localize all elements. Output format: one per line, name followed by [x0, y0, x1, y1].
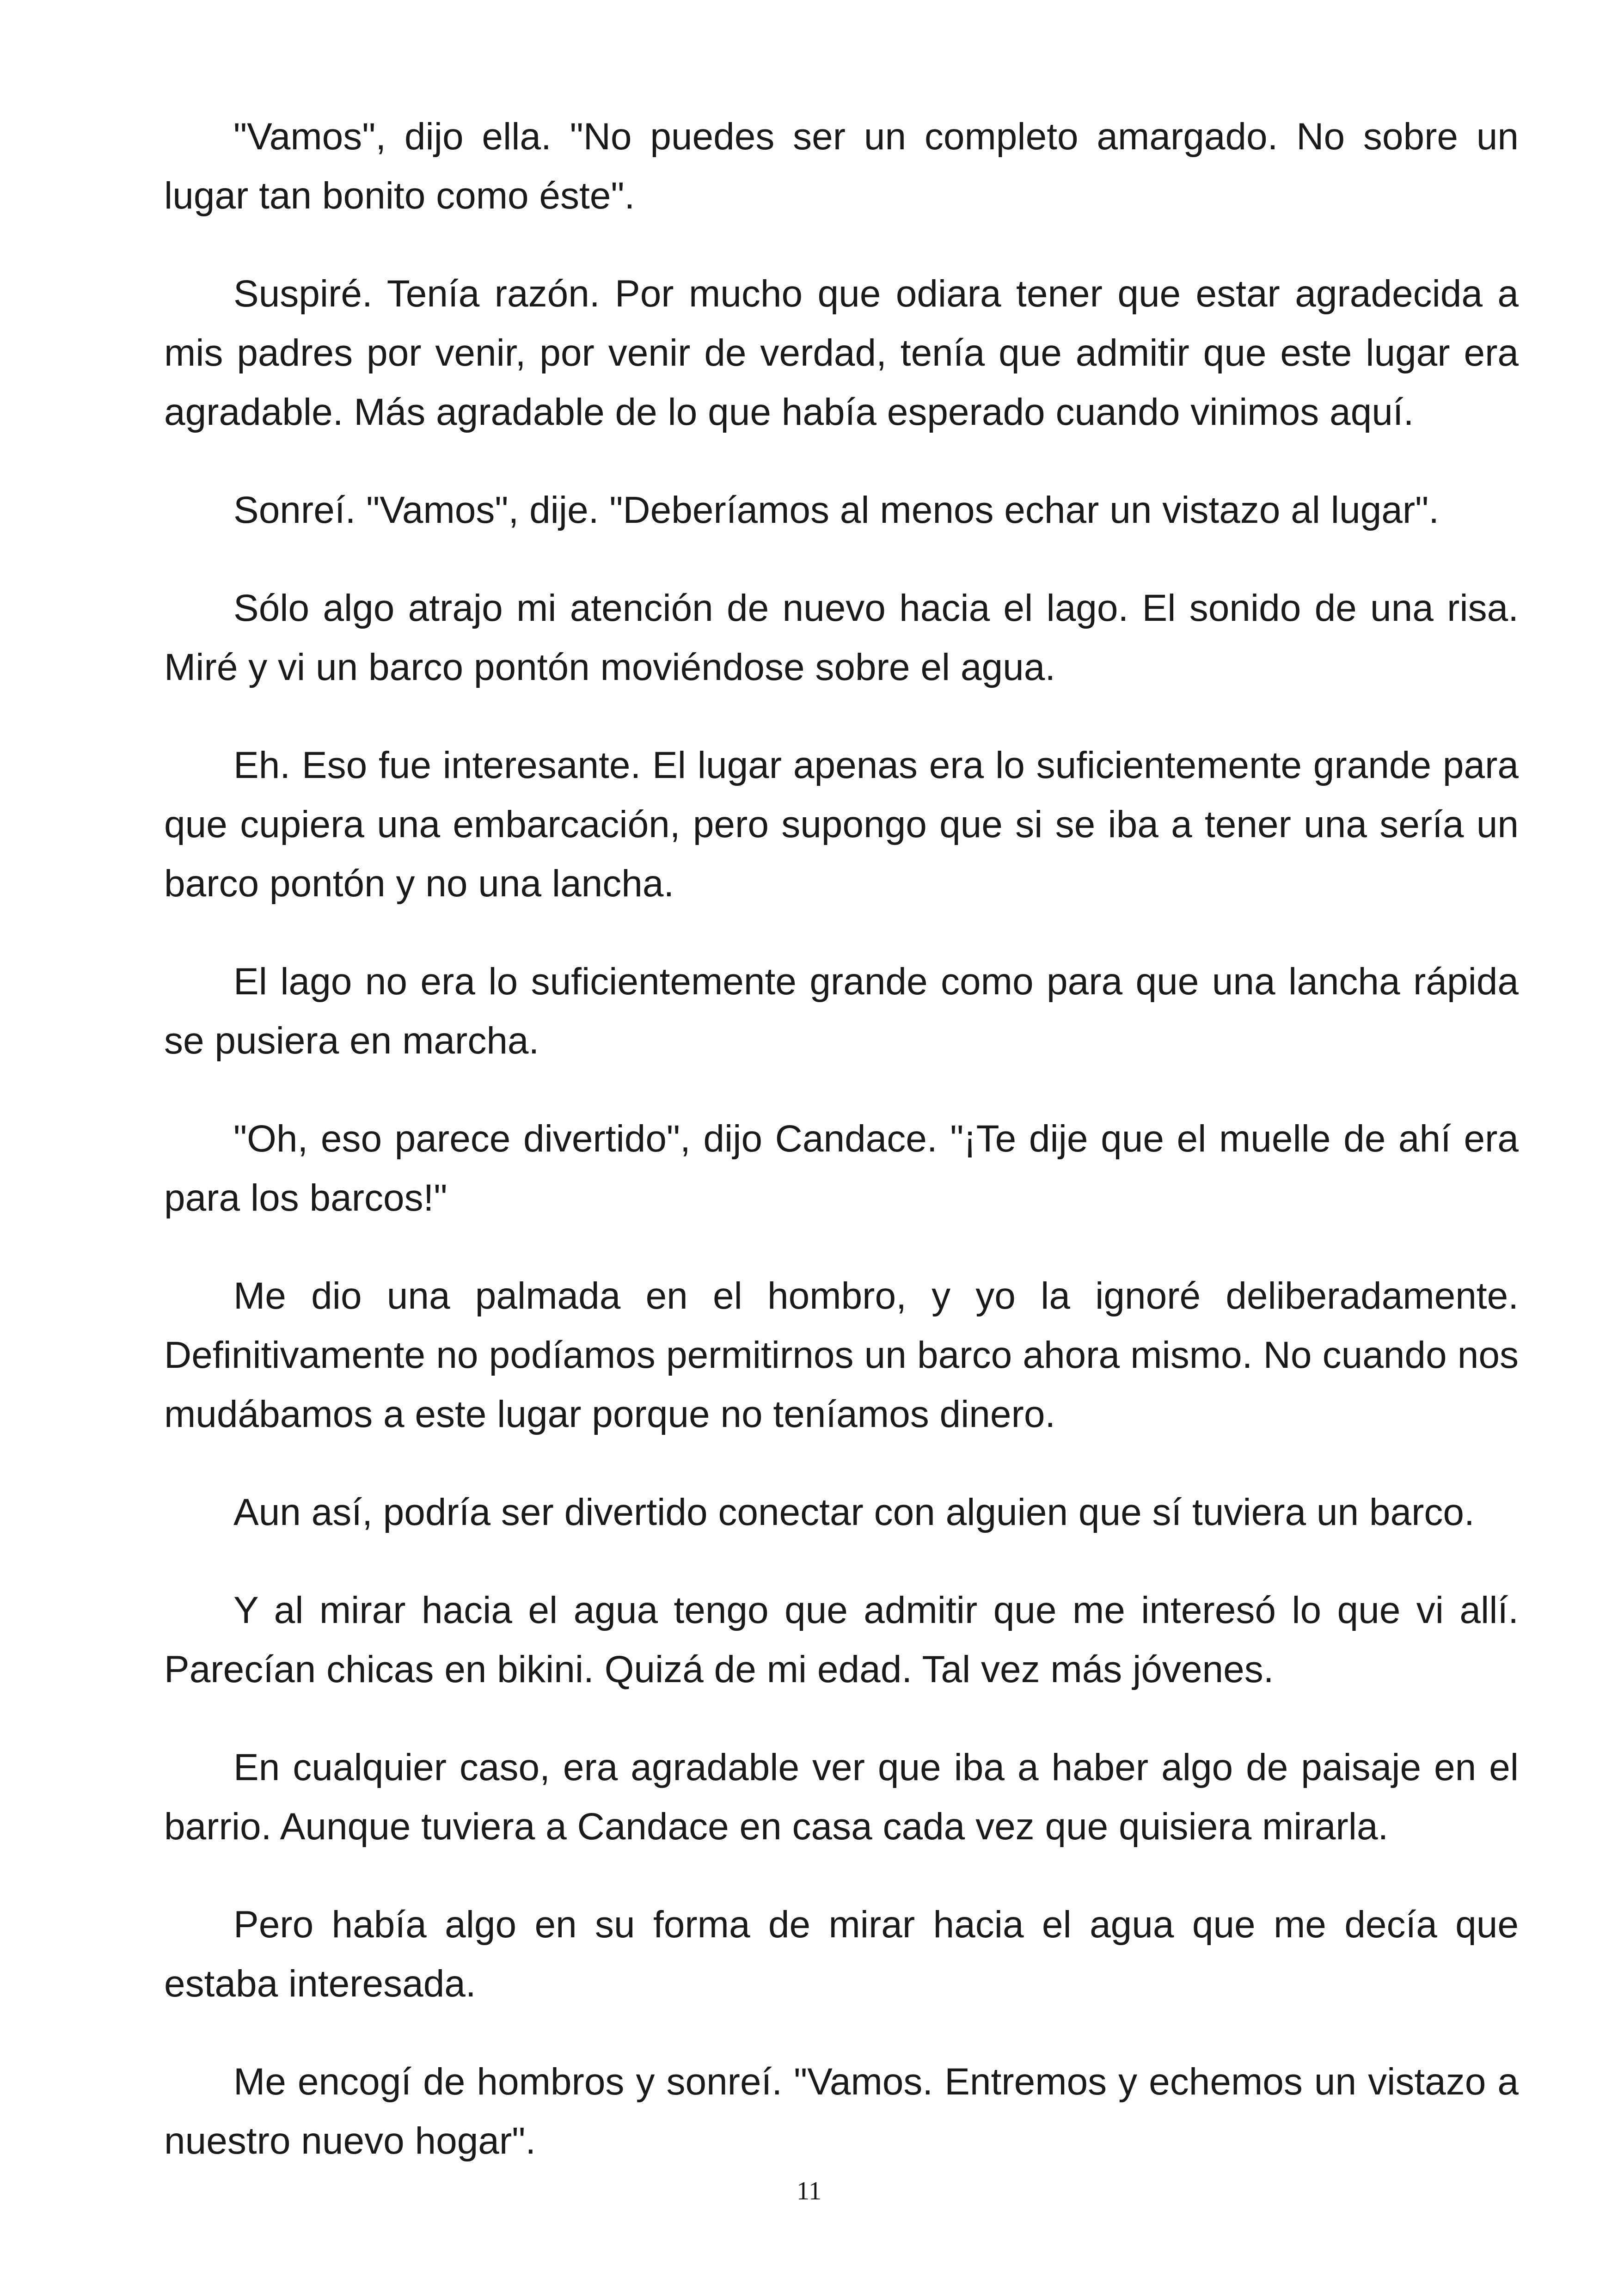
paragraph: "Vamos", dijo ella. "No puedes ser un completo amargado. No sobre un lugar tan bonito como éste".: [164, 116, 1519, 217]
paragraph: Sonreí. "Vamos", dije. "Deberíamos al menos echar un vistazo al lugar".: [233, 489, 1440, 531]
paragraph: Eh. Eso fue interesante. El lugar apenas era lo suficientemente grande para que cupiera una embarcación, pero supongo que si se iba a tener una sería un barco pontón y no una lancha.: [164, 744, 1519, 905]
paragraph: Me encogí de hombros y sonreí. "Vamos. Entremos y echemos un vistazo a nuestro nuevo hogar".: [164, 2061, 1519, 2162]
paragraph: En cualquier caso, era agradable ver que iba a haber algo de paisaje en el barrio. Aunque tuviera a Candace en casa cada vez que quisiera mirarla.: [164, 1746, 1519, 1848]
paragraph: Sólo algo atrajo mi atención de nuevo hacia el lago. El sonido de una risa. Miré y vi un barco pontón moviéndose sobre el agua.: [164, 587, 1519, 688]
paragraph: Aun así, podría ser divertido conectar con alguien que sí tuviera un barco.: [233, 1491, 1475, 1533]
paragraph: Suspiré. Tenía razón. Por mucho que odiara tener que estar agradecida a mis padres por venir, por venir de verdad, tenía que admitir que este lugar era agradable. Más agradable de lo que había esperado cuando vinimos aquí.: [164, 273, 1519, 433]
page-number: 11: [797, 2177, 821, 2205]
paragraph: Y al mirar hacia el agua tengo que admitir que me interesó lo que vi allí. Parecían chicas en bikini. Quizá de mi edad. Tal vez más jóvenes.: [164, 1589, 1519, 1690]
paragraph: "Oh, eso parece divertido", dijo Candace. "¡Te dije que el muelle de ahí era para los barcos!": [164, 1118, 1519, 1219]
body-text: [164, 107, 1519, 2210]
paragraph: Me dio una palmada en el hombro, y yo la ignoré deliberadamente. Definitivamente no podíamos permitirnos un barco ahora mismo. No cuando nos mudábamos a este lugar porque no teníamos dinero.: [164, 1275, 1519, 1435]
paragraph: El lago no era lo suficientemente grande como para que una lancha rápida se pusiera en marcha.: [164, 961, 1519, 1062]
paragraph: Pero había algo en su forma de mirar hacia el agua que me decía que estaba interesada.: [164, 1904, 1519, 2005]
